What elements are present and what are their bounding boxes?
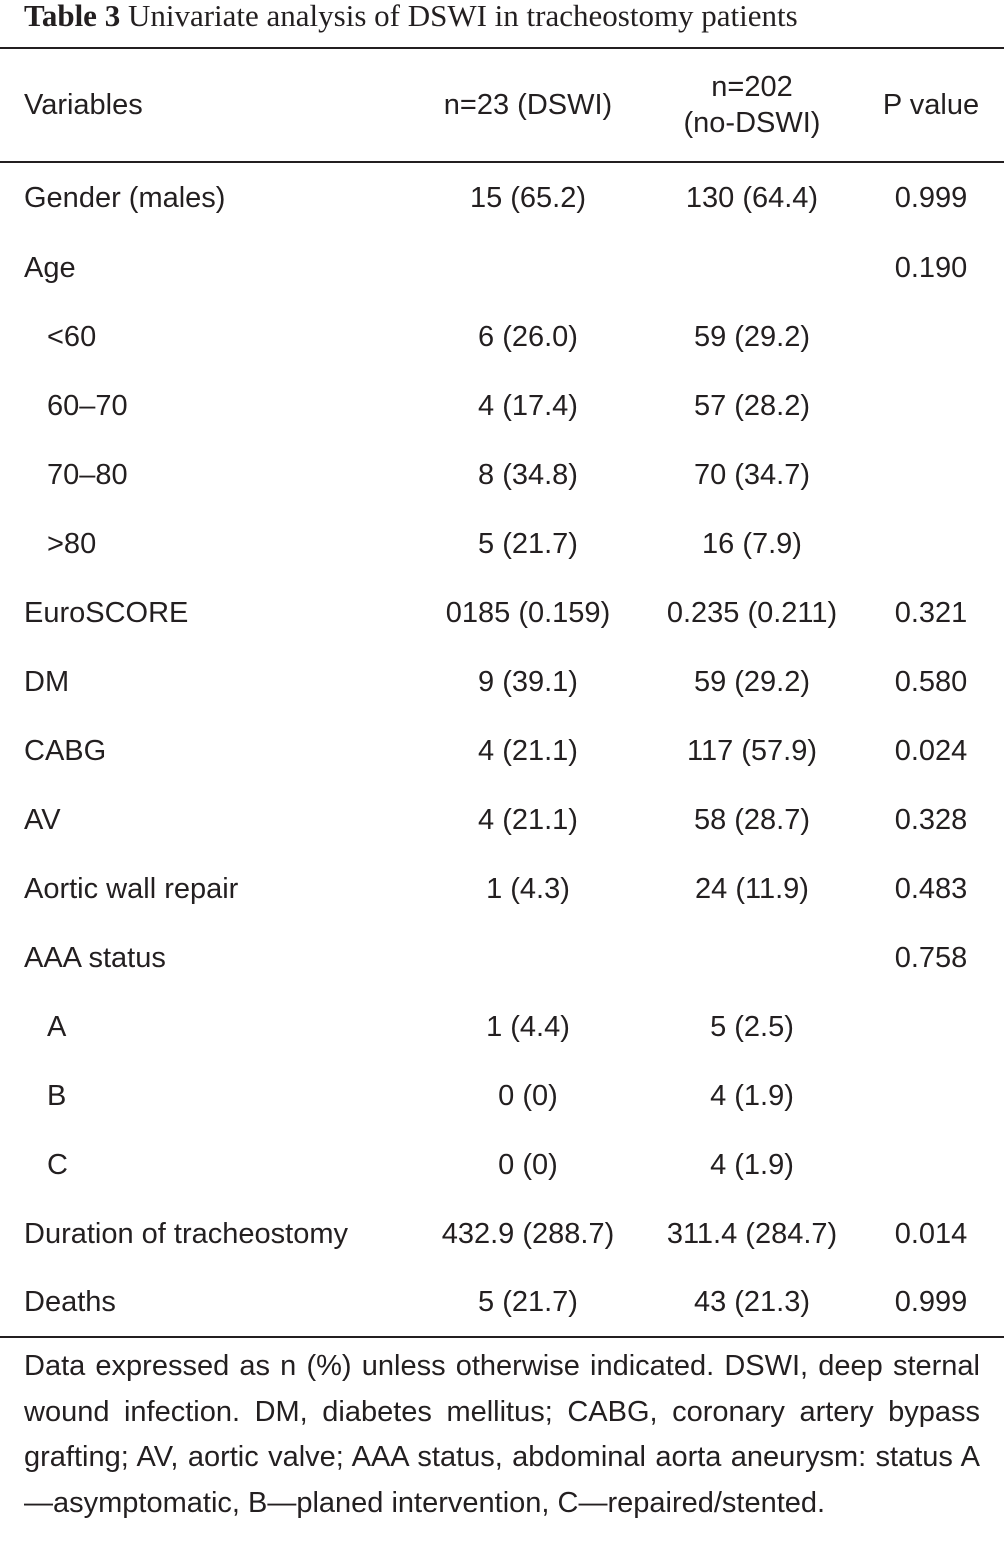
cell-p-value: 0.321 <box>894 597 968 629</box>
cell-p-value <box>858 1062 1004 1131</box>
cell-p-value <box>858 993 1004 1062</box>
cell-no-dswi: 59 (29.2) <box>693 321 811 353</box>
cell-dswi <box>410 234 646 303</box>
cell-no-dswi: 59 (29.2) <box>693 666 811 698</box>
cell-no-dswi: 5 (2.5) <box>710 1011 794 1043</box>
table-number: Table 3 <box>24 0 121 33</box>
cell-dswi: 0 (0) <box>498 1149 558 1181</box>
cell-no-dswi: 58 (28.7) <box>693 804 811 836</box>
table-row <box>0 510 1004 579</box>
table-row <box>0 924 1004 993</box>
cell-variable: Aortic wall repair <box>24 873 239 905</box>
cell-variable: >80 <box>47 528 97 560</box>
cell-dswi <box>410 924 646 993</box>
cell-dswi: 4 (21.1) <box>478 804 578 836</box>
cell-p-value: 0.999 <box>894 1286 968 1318</box>
cell-p-value: 0.190 <box>894 252 968 284</box>
cell-no-dswi: 43 (21.3) <box>693 1286 811 1318</box>
cell-variable: 70–80 <box>47 459 128 491</box>
table-caption <box>24 0 798 34</box>
table-row <box>0 441 1004 510</box>
cell-no-dswi: 0.235 (0.211) <box>666 597 838 629</box>
cell-p-value: 0.758 <box>894 942 968 974</box>
cell-dswi: 432.9 (288.7) <box>441 1218 615 1250</box>
cell-dswi: 4 (21.1) <box>478 735 578 767</box>
cell-variable: Age <box>24 252 76 284</box>
cell-variable: Gender (males) <box>24 182 226 214</box>
table-row <box>0 648 1004 717</box>
cell-p-value <box>858 372 1004 441</box>
results-table <box>0 47 1004 1338</box>
table-footnote: Data expressed as n (%) unless otherwise indicated. DSWI, deep sternal wound infection. DM, diabetes mellitus; CABG, coronary artery bypass grafting; AV, aortic valve; AAA status, abdominal aorta aneurysm: status A—asymptomatic, B—planed intervention, C—repaired/stented. <box>24 1350 980 1520</box>
cell-variable: A <box>47 1011 67 1043</box>
cell-dswi: 0 (0) <box>498 1080 558 1112</box>
cell-no-dswi: 311.4 (284.7) <box>666 1218 838 1250</box>
cell-no-dswi: 24 (11.9) <box>695 873 809 905</box>
table-row <box>0 372 1004 441</box>
table-header <box>0 48 1004 162</box>
cell-dswi: 15 (65.2) <box>469 182 587 214</box>
cell-no-dswi <box>646 924 858 993</box>
cell-variable: B <box>47 1080 67 1112</box>
cell-dswi: 5 (21.7) <box>478 1286 578 1318</box>
cell-p-value <box>858 510 1004 579</box>
table-row <box>0 162 1004 234</box>
cell-variable: C <box>47 1149 68 1181</box>
cell-p-value <box>858 303 1004 372</box>
cell-variable: Deaths <box>24 1286 116 1318</box>
table-row <box>0 1062 1004 1131</box>
table-row <box>0 234 1004 303</box>
cell-dswi: 0185 (0.159) <box>445 597 611 629</box>
cell-variable: 60–70 <box>47 390 128 422</box>
cell-no-dswi: 4 (1.9) <box>710 1080 794 1112</box>
cell-dswi: 5 (21.7) <box>478 528 578 560</box>
cell-p-value: 0.328 <box>894 804 968 836</box>
table-row <box>0 993 1004 1062</box>
cell-dswi: 9 (39.1) <box>478 666 578 698</box>
table-row <box>0 786 1004 855</box>
header-dswi: n=23 (DSWI) <box>443 89 613 121</box>
cell-p-value: 0.024 <box>894 735 968 767</box>
cell-dswi: 1 (4.4) <box>486 1011 570 1043</box>
cell-dswi: 4 (17.4) <box>478 390 578 422</box>
header-no-dswi-n: n=202 <box>711 71 793 103</box>
header-no-dswi-label: (no-DSWI) <box>683 107 821 139</box>
cell-p-value <box>858 1131 1004 1200</box>
header-p-value: P value <box>882 89 980 121</box>
table-row <box>0 1131 1004 1200</box>
cell-no-dswi: 57 (28.2) <box>693 390 811 422</box>
cell-dswi: 8 (34.8) <box>478 459 578 491</box>
cell-dswi: 6 (26.0) <box>478 321 578 353</box>
cell-variable: <60 <box>47 321 97 353</box>
cell-variable: AV <box>24 804 61 836</box>
table-body <box>0 162 1004 1337</box>
cell-p-value <box>858 441 1004 510</box>
cell-p-value: 0.580 <box>894 666 968 698</box>
table-row <box>0 855 1004 924</box>
cell-no-dswi: 117 (57.9) <box>686 735 818 767</box>
table-row <box>0 1200 1004 1269</box>
cell-variable: EuroSCORE <box>24 597 189 629</box>
table-row <box>0 303 1004 372</box>
table-row <box>0 579 1004 648</box>
cell-no-dswi: 130 (64.4) <box>685 182 819 214</box>
table-title: Univariate analysis of DSWI in tracheostomy patients <box>127 0 798 33</box>
cell-no-dswi: 70 (34.7) <box>693 459 811 491</box>
cell-variable: AAA status <box>24 942 166 974</box>
cell-variable: DM <box>24 666 70 698</box>
cell-variable: CABG <box>24 735 107 767</box>
cell-p-value: 0.014 <box>894 1218 968 1250</box>
cell-variable: Duration of tracheostomy <box>24 1218 348 1250</box>
header-no-dswi <box>646 48 858 162</box>
cell-no-dswi: 4 (1.9) <box>710 1149 794 1181</box>
cell-no-dswi: 16 (7.9) <box>702 528 802 560</box>
cell-no-dswi <box>646 234 858 303</box>
header-row <box>0 48 1004 162</box>
table-row <box>0 717 1004 786</box>
cell-p-value: 0.483 <box>894 873 968 905</box>
table-row <box>0 1269 1004 1337</box>
cell-p-value: 0.999 <box>894 182 968 214</box>
header-variables: Variables <box>24 89 143 121</box>
cell-dswi: 1 (4.3) <box>486 873 570 905</box>
